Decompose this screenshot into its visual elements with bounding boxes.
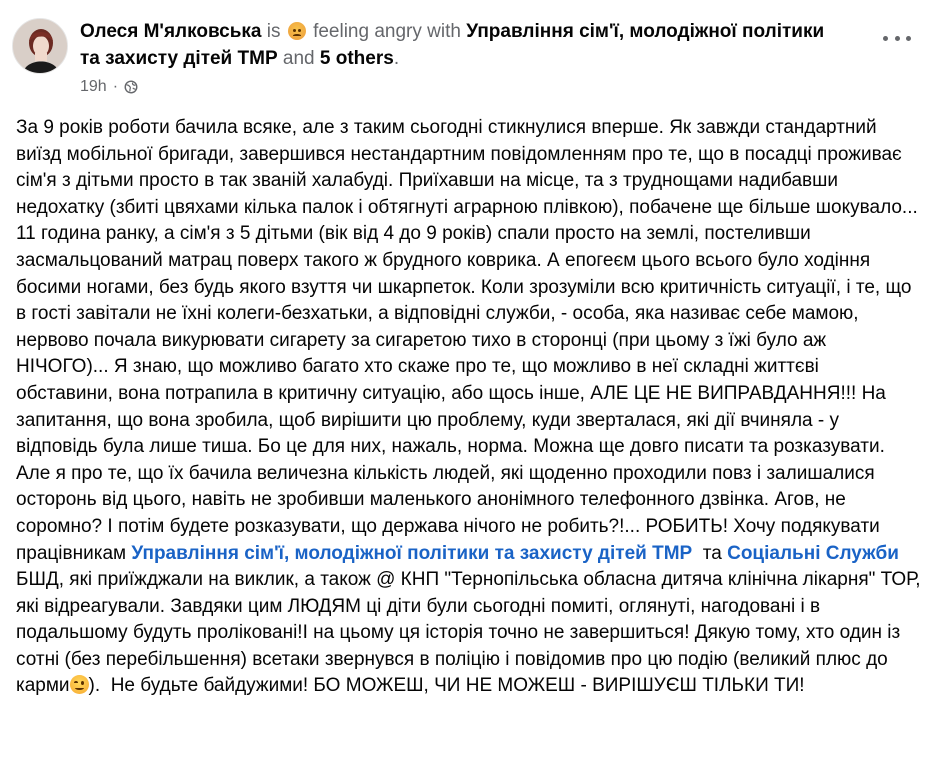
post-text-part2: та xyxy=(692,542,728,564)
author-name[interactable]: Олеся М'ялковська xyxy=(80,21,262,42)
author-avatar[interactable] xyxy=(12,18,68,74)
more-dot xyxy=(883,36,888,41)
more-icon[interactable] xyxy=(883,28,911,48)
post-text-part3: БШД, які приїжджали на виклик, а також @ КНП "Тернопільська обласна дитяча клінічна лікарня" ТОР, які відреагували. Завдяки цим ЛЮДЯМ ці діти були сьогодні помиті, оглянуті, нагодовані і в подальшому будуть проліковані!І на цьому ця історія точно не завершиться! Дякую тому, хто один із сотні (без перебільшення) всетаки звернувся в поліцію і повідомив про цю подію (великий плюс до карми xyxy=(16,542,926,697)
post-header xyxy=(12,14,917,104)
more-dot xyxy=(906,36,911,41)
with-text: with xyxy=(427,21,461,42)
more-dot xyxy=(895,36,900,41)
post-headline xyxy=(80,18,840,72)
post-paragraph xyxy=(16,115,926,700)
feeling-text: feeling angry xyxy=(313,21,422,42)
globe-icon[interactable] xyxy=(124,80,138,94)
meta-separator: · xyxy=(112,78,119,95)
angry-face-icon xyxy=(288,22,306,40)
post-text-part1: За 9 років роботи бачила всяке, але з таким сьогодні стикнулися вперше. Як завжди стандартний виїзд мобільної бригади, завершився нестандартним повідомленням про те, що в посадці проживає сім'я з дітьми просто в так званій халабуді. Приїхавши на місце, та з труднощами надибавши недохатку (збиті цвяхами кілька палок і обтягнуті аграрною плівкою), побачене ще більше шокувало... 11 година ранку, а сім'я з 5 дітьми (вік від 4 до 9 років) спали просто на землі, постеливши засмальцований матрац поверх такого ж брудного коврика. А епогеєм цього всього було ходіння босими ногами, без будь якого взуття чи шкарпеток. Коли зрозуміли всю критичність ситуації, і те, що в гості завітали не їхні колеги-безхатьки, а відповідні служби, - особа, яка називає себе мамою, нервово почала викурювати сигарету за сигаретою тихо в сторонці (при цьому з їжі було аж НІЧОГО)... Я знаю, що можливо багато хто скаже про те, що можливо в неї складні життєві обставини, вона потрапила в критичну ситуацію, або щось інше, АЛЕ ЦЕ НЕ ВИПРАВДАННЯ!!! На запитання, що вона зробила, щоб вирішити цю проблему, куди зверталася, які дії вчиняла - у відповідь була лише тиша. Бо це для них, нажаль, норма. Можна ще довго писати та розказувати. Але я про те, що їх бачила величезна кількість людей, які щоденно проходили повз і залишалися осторонь від цього, навіть не зробивши маленького анонімного телефонного дзвінка. Агов, не соромно? І потім будете розказувати, що держава нічого не робить?!... РОБИТЬ! Хочу подякувати працівникам xyxy=(16,117,918,564)
social-services-link[interactable]: Соціальні Служби xyxy=(727,542,899,564)
others-link[interactable]: 5 others xyxy=(319,48,394,69)
tagged-page-link-body[interactable]: Управління сім'ї, молодіжної політики та захисту дітей ТМР xyxy=(131,542,693,564)
post-time[interactable]: 19h xyxy=(80,78,107,95)
is-text: is xyxy=(266,21,281,42)
post-body xyxy=(16,115,926,700)
tagged-page-link[interactable]: Управління сім'ї, молодіжної політики та захисту дітей ТМР xyxy=(80,21,825,69)
headline-period: . xyxy=(393,48,400,69)
post-meta xyxy=(80,78,138,96)
and-text: and xyxy=(282,48,315,69)
avatar-photo xyxy=(13,19,68,74)
post-text-part4: ). Не будьте байдужими! БО МОЖЕШ, ЧИ НЕ МОЖЕШ - ВИРІШУЄШ ТІЛЬКИ ТИ! xyxy=(88,675,805,697)
wink-face-icon xyxy=(70,675,89,694)
